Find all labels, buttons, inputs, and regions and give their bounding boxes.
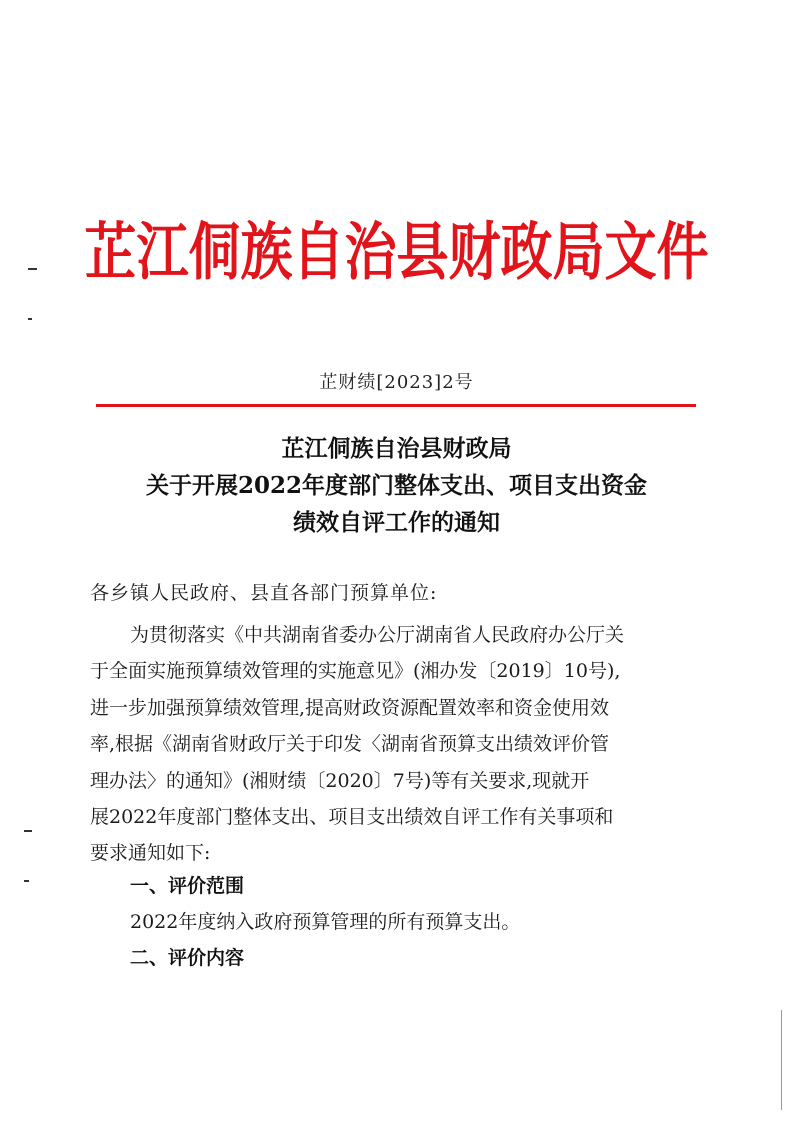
notice-title-line-2: 关于开展2022年度部门整体支出、项目支出资金: [145, 472, 647, 499]
scan-mark: [24, 830, 32, 832]
section-heading-content: 二、评价内容: [130, 947, 245, 969]
section-text-scope: 2022年度纳入政府预算管理的所有预算支出。: [130, 911, 521, 933]
body-line: 进一步加强预算绩效管理,提高财政资源配置效率和资金使用效: [90, 696, 610, 719]
notice-title: [70, 430, 723, 541]
document-number: 芷财绩[2023]2号: [319, 372, 474, 393]
body-line: 理办法〉的通知》(湘财绩〔2020〕7号)等有关要求,现就开: [90, 769, 590, 792]
red-divider-rule: [96, 404, 696, 407]
body-line: 展2022年度部门整体支出、项目支出绩效自评工作有关事项和: [90, 806, 614, 829]
body-line: 率,根据《湖南省财政厅关于印发〈湖南省预算支出绩效评价管: [90, 733, 610, 756]
body-line: 于全面实施预算绩效管理的实施意见》(湘办发〔2019〕10号),: [90, 660, 621, 683]
notice-title-line-3: 绩效自评工作的通知: [293, 509, 500, 536]
document-header-title: 芷江侗族自治县财政局文件: [84, 217, 709, 289]
body-line: 为贯彻落实《中共湖南省委办公厅湖南省人民政府办公厅关: [130, 624, 625, 646]
scan-edge-line: [781, 1010, 782, 1110]
salutation: 各乡镇人民政府、县直各部门预算单位:: [90, 582, 438, 604]
scan-mark: [24, 880, 29, 882]
scan-mark: [28, 318, 32, 320]
section-heading-scope: 一、评价范围: [130, 875, 245, 897]
body-line: 要求通知如下:: [90, 842, 211, 865]
body-paragraph: [90, 617, 706, 872]
notice-title-line-1: 芷江侗族自治县财政局: [281, 435, 512, 462]
scan-mark: [28, 268, 37, 270]
